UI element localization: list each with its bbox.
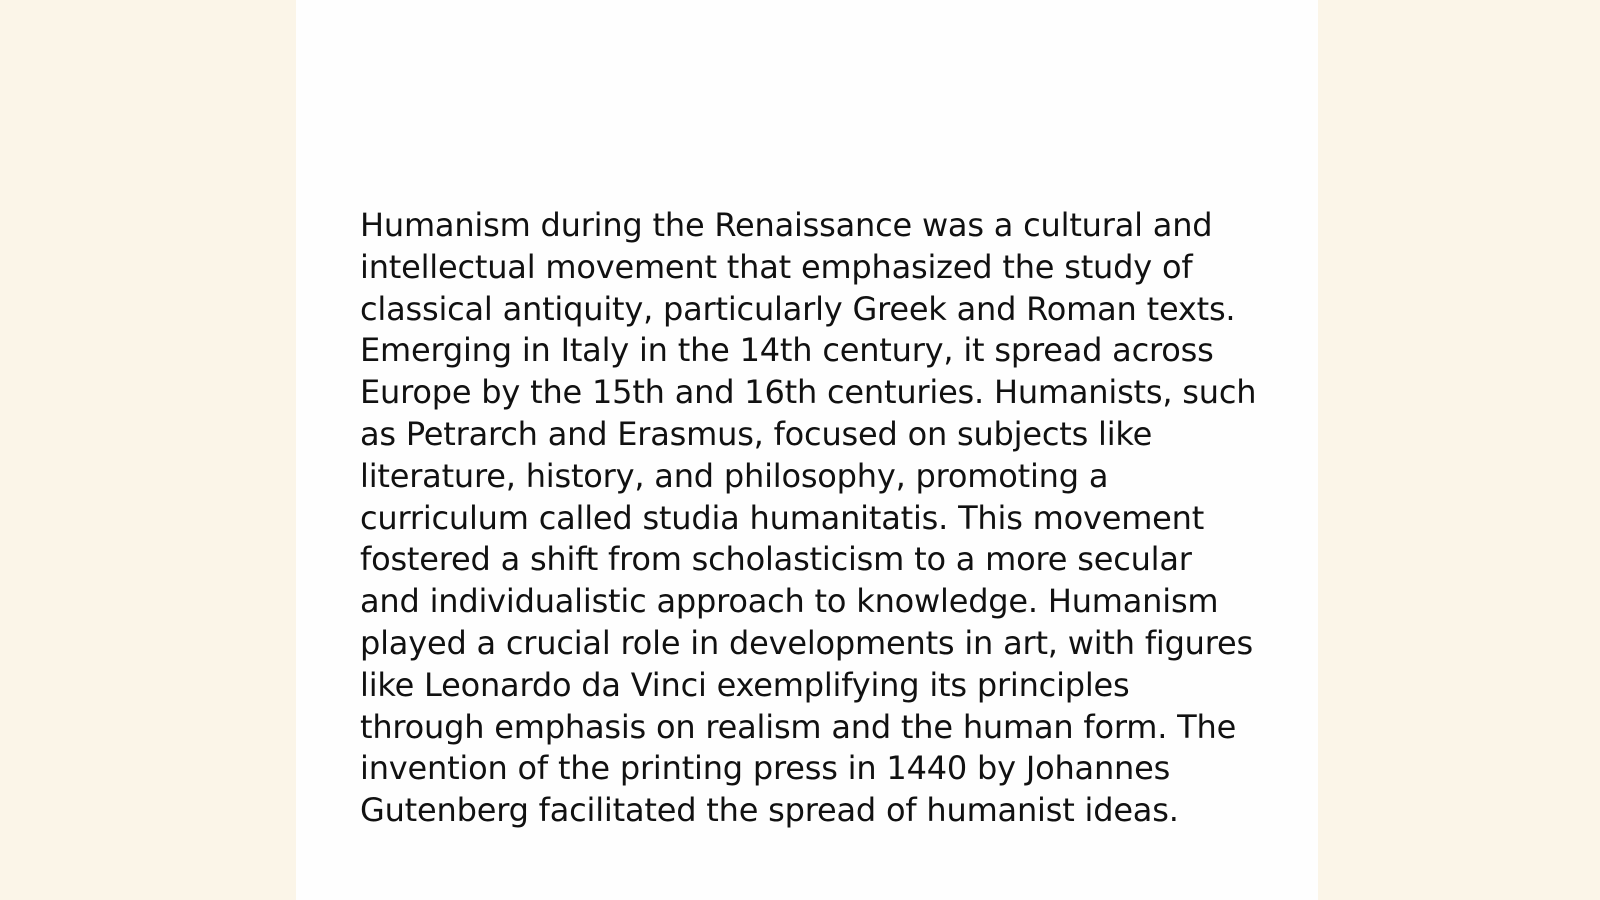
document-page <box>296 0 1318 900</box>
article-paragraph: Humanism during the Renaissance was a cultural and intellectual movement that emphasized the study of classical antiquity, particularly Greek and Roman texts. Emerging in Italy in the 14th century, it spread across Europe by the 15th and 16th centuries. Humanists, such as Petrarch and Erasmus, focused on subjects like literature, history, and philosophy, promoting a curriculum called studia humanitatis. This movement fostered a shift from scholasticism to a more secular and individualistic approach to knowledge. Humanism played a crucial role in developments in art, with figures like Leonardo da Vinci exemplifying its principles through emphasis on realism and the human form. The invention of the printing press in 1440 by Johannes Gutenberg facilitated the spread of humanist ideas. <box>360 206 1257 830</box>
